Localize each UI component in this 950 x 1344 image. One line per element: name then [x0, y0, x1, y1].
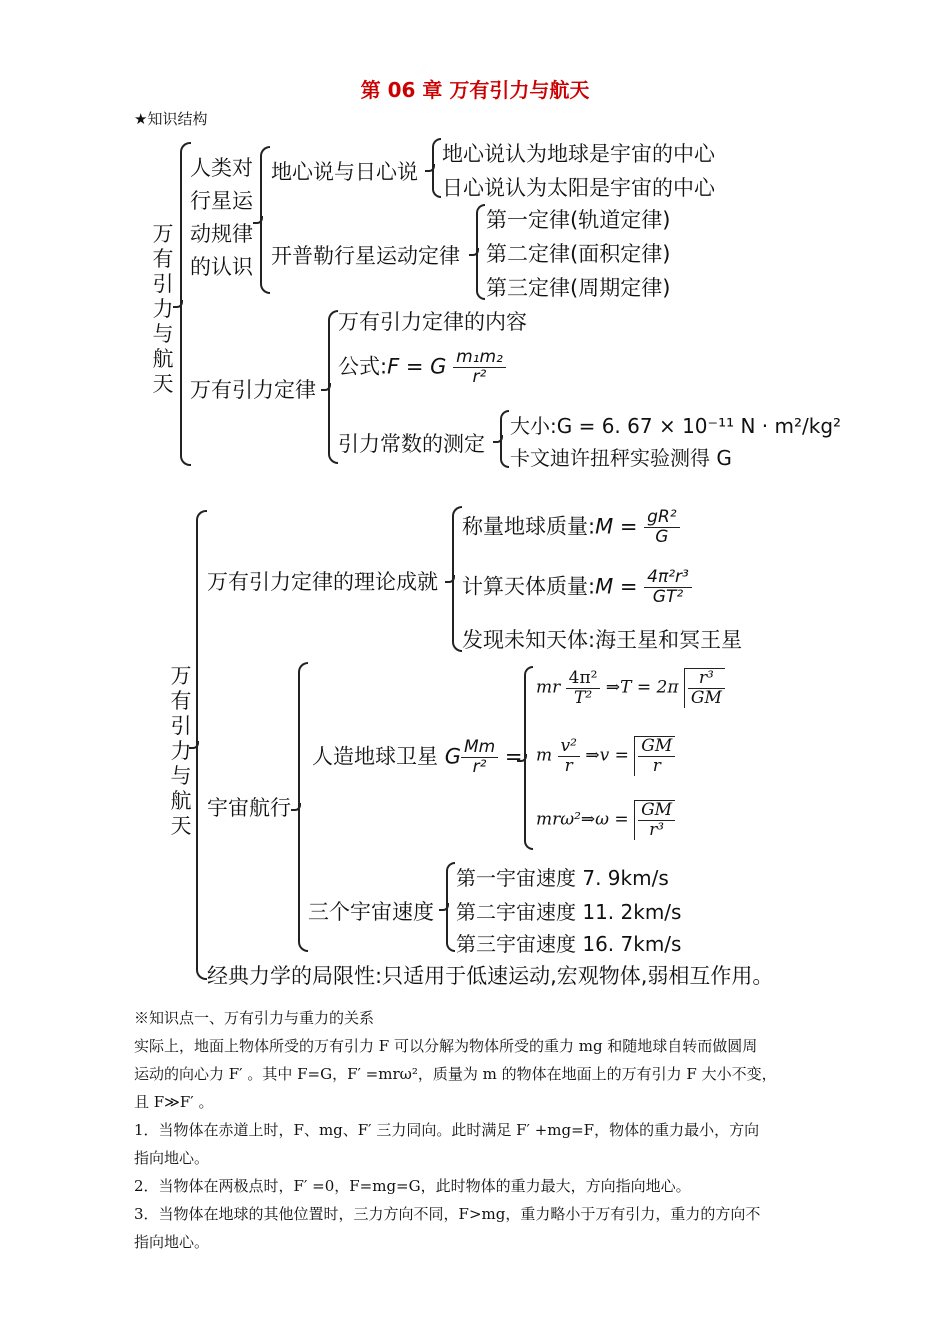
d1-kepler-laws: 开普勒行星运动定律	[271, 244, 460, 268]
d2-f3-pre: mrω²⇒ω =	[536, 809, 629, 830]
d2-satellite-label: 人造地球卫星	[312, 744, 438, 769]
d2-f2-snum: GM	[638, 737, 675, 757]
d2-theory-brace	[452, 506, 462, 652]
d1-branch-1-label: 人类对行星运动规律的认识	[190, 156, 253, 279]
d2-celestial-mass-fraction	[644, 568, 692, 607]
d1-geocentric-text: 地心说认为地球是宇宙的中心	[442, 142, 715, 166]
d2-f3-sqrt-fraction	[638, 801, 675, 840]
knowledge-item-2: 2．当物体在两极点时，F′ =0，F=mg=G，此时物体的重力最大，方向指向地心。	[134, 1177, 691, 1195]
d2-f3-sden: r³	[649, 820, 665, 840]
d2-discover-bodies: 发现未知天体:海王星和冥王星	[462, 628, 743, 652]
d2-f3-snum: GM	[638, 801, 675, 821]
d2-weigh-earth-den: G	[655, 527, 669, 547]
knowledge-p2: 运动的向心力 F′ 。其中 F=G，F′ =mrω²，质量为 m 的物体在地面上的万有引力 F 大小不变，	[134, 1065, 777, 1083]
section-header: ★知识结构	[134, 110, 208, 128]
knowledge-item-1b: 指向地心。	[134, 1149, 210, 1167]
knowledge-heading: ※知识点一、万有引力与重力的关系	[134, 1009, 375, 1027]
d2-f1-mid: ⇒T = 2π	[605, 677, 679, 698]
d2-space-brace	[298, 662, 308, 952]
d2-theory-achievements: 万有引力定律的理论成就	[207, 570, 438, 594]
d2-f2-fraction	[558, 737, 580, 776]
d1-kepler-second: 第二定律(面积定律)	[486, 242, 671, 266]
d2-speed-2: 第二宇宙速度 11. 2km/s	[456, 900, 682, 924]
d1-heliocentric-text: 日心说认为太阳是宇宙的中心	[442, 176, 715, 200]
d2-weigh-earth-lhs: M =	[595, 514, 638, 539]
d2-f2-sden: r	[652, 756, 661, 776]
knowledge-item-3a: 3．当物体在地球的其他位置时，三力方向不同，F>mg，重力略小于万有引力，重力的方向不	[134, 1205, 761, 1223]
d2-satellite-G: G	[444, 744, 461, 769]
d2-weigh-earth-num: gR²	[644, 508, 679, 528]
d2-weigh-earth-fraction	[644, 508, 679, 547]
d2-f3-sqrt	[634, 800, 675, 840]
d2-velocity-formula	[536, 736, 675, 776]
d1-formula-num: m₁m₂	[453, 348, 506, 368]
d2-satellite-eq: =	[504, 744, 523, 769]
d2-f1-fraction	[566, 669, 601, 708]
d2-f1-den: T²	[573, 687, 593, 708]
d2-period-formula	[536, 668, 725, 708]
chapter-title: 第 06 章 万有引力与航天	[360, 78, 590, 102]
d1-formula-den: r²	[472, 367, 487, 387]
d2-classical-limits: 经典力学的局限性:只适用于低速运动,宏观物体,弱相互作用。	[207, 964, 774, 988]
d2-satellite	[312, 738, 523, 777]
d2-f1-num: 4π²	[566, 669, 601, 689]
d2-f2-den: r	[564, 755, 573, 776]
d2-speed-1: 第一宇宙速度 7. 9km/s	[456, 866, 669, 890]
d2-three-speeds: 三个宇宙速度	[308, 900, 434, 924]
d1-constant-value: 大小:G = 6. 67 × 10⁻¹¹ N · m²/kg²	[510, 414, 842, 438]
d1-geo-brace	[432, 138, 441, 198]
d2-f1-sqrt-fraction	[688, 669, 725, 708]
d1-gravity-constant: 引力常数的测定	[338, 432, 485, 456]
d1-geocentric-heliocentric: 地心说与日心说	[271, 160, 418, 184]
diagram2-root: 万有引力与航天	[170, 664, 192, 838]
d2-f2-sqrt-fraction	[638, 737, 675, 776]
d2-celestial-mass-lhs: M =	[595, 574, 638, 599]
d2-weigh-earth	[462, 508, 680, 547]
d1-branch-1-brace	[260, 146, 270, 294]
d2-celestial-mass	[462, 568, 692, 607]
d1-cavendish: 卡文迪许扭秤实验测得 G	[510, 446, 732, 470]
d2-speeds-brace	[446, 862, 455, 952]
d2-f2-mid: ⇒v =	[585, 745, 629, 766]
d1-formula-fraction	[453, 348, 506, 387]
knowledge-item-3b: 指向地心。	[134, 1233, 210, 1251]
diagram2-root-brace	[196, 510, 207, 980]
d1-law-content: 万有引力定律的内容	[338, 310, 527, 334]
d2-satellite-brace	[524, 666, 533, 850]
d2-f2-num: v²	[558, 737, 580, 757]
d1-branch-2-label: 万有引力定律	[190, 378, 316, 402]
d2-f1-sden: GM	[690, 688, 722, 708]
d2-f1-sqrt	[684, 668, 725, 708]
d1-kepler-first: 第一定律(轨道定律)	[486, 208, 671, 232]
knowledge-p3: 且 F≫F′ 。	[134, 1093, 214, 1111]
d1-formula	[338, 348, 506, 387]
knowledge-p1: 实际上，地面上物体所受的万有引力 F 可以分解为物体所受的重力 mg 和随地球自转而做圆周	[134, 1037, 758, 1055]
d2-satellite-den: r²	[472, 757, 487, 777]
d2-celestial-mass-num: 4π²r³	[644, 568, 692, 588]
knowledge-item-1a: 1．当物体在赤道上时，F、mg、F′ 三力同向。此时满足 F′ +mg=F，物体的重力最小，方向	[134, 1121, 760, 1139]
d1-formula-prefix: 公式:	[338, 354, 388, 379]
d2-satellite-fraction	[461, 738, 498, 777]
d2-space-travel: 宇宙航行	[207, 796, 291, 820]
d1-constant-brace	[500, 410, 509, 468]
d2-f1-snum: r³	[688, 669, 725, 689]
d2-weigh-earth-prefix: 称量地球质量:	[462, 514, 596, 539]
d2-f2-sqrt	[634, 736, 675, 776]
diagram1-root: 万有引力与航天	[152, 222, 174, 396]
d2-f2-pre: m	[536, 745, 553, 766]
d2-speed-3: 第三宇宙速度 16. 7km/s	[456, 932, 682, 956]
d2-f1-pre: mr	[536, 677, 561, 698]
d1-kepler-third: 第三定律(周期定律)	[486, 276, 671, 300]
d2-celestial-mass-prefix: 计算天体质量:	[462, 574, 596, 599]
d1-branch-2-brace	[328, 310, 338, 464]
d1-kepler-brace	[476, 204, 485, 300]
d2-omega-formula	[536, 800, 675, 840]
d1-formula-lhs: F = G	[387, 354, 447, 379]
d2-celestial-mass-den: GT²	[652, 587, 684, 607]
d2-satellite-num: Mm	[461, 738, 498, 758]
